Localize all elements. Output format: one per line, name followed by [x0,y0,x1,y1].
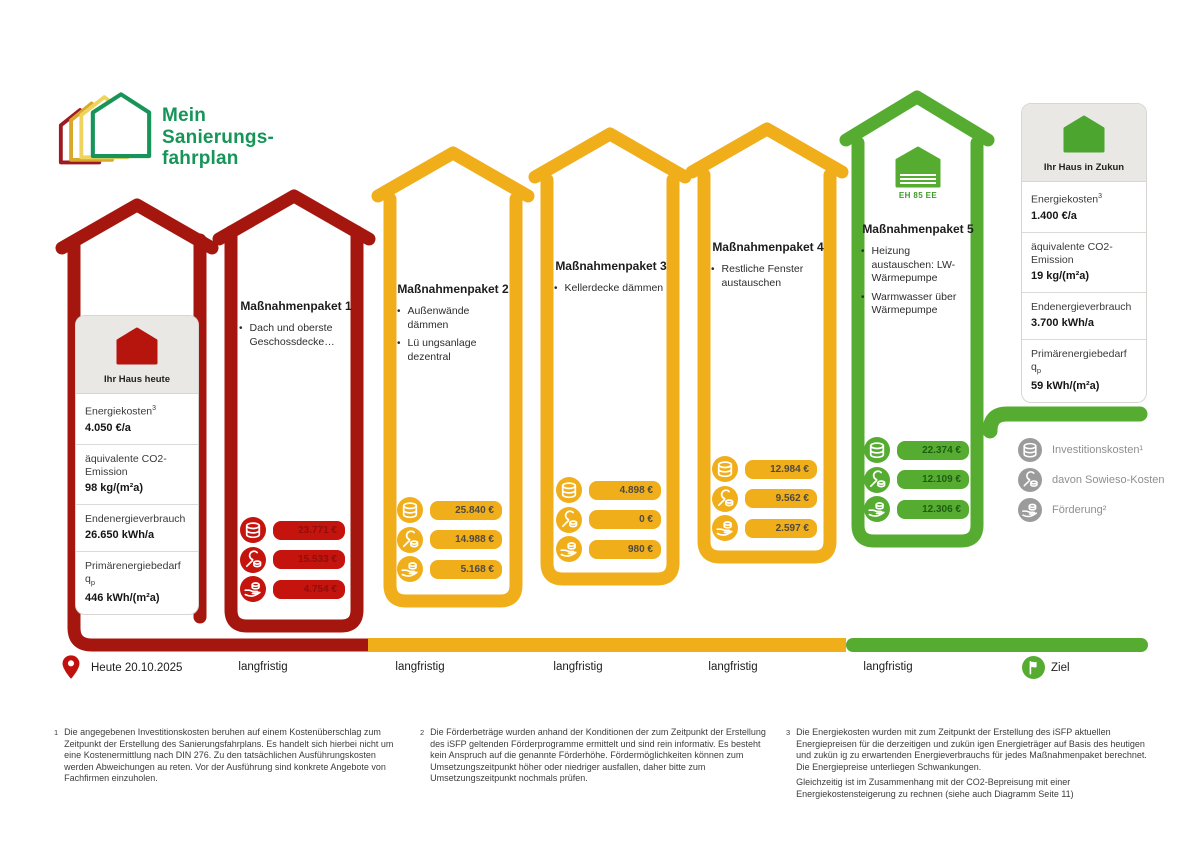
bullet-text: Lü ungsanlage dezentral [407,337,477,363]
cost-amount-pill: 23.771 € [273,521,345,540]
card-stat-label: Endenergieverbrauch [1031,300,1132,313]
goal-flag-icon [1022,656,1045,679]
house-future-label: Ihr Haus in Zukun [1043,162,1125,173]
cost-row [397,497,502,523]
bullet-dot: • [397,306,401,317]
foerderung-icon [712,515,738,541]
package-bullet-item [856,291,980,318]
bullet-dot: • [554,283,558,294]
package-bullets [392,305,514,364]
footnote-text [430,727,772,804]
legend-label: Investitionskosten¹ [1052,444,1144,456]
bullet-text: Kellerdecke dämmen [564,282,664,294]
logo-wordmark [162,92,274,170]
card-stat-value: 446 kWh/(m²a) [85,591,160,604]
cost-amount-pill: 22.374 € [897,441,969,460]
card-stat-value: 4.050 €/a [85,421,131,434]
card-stat-value: 98 kg/(m²a) [85,481,144,494]
bullet-text: Außenwände dämmen [407,305,470,331]
card-stat-row [1022,232,1146,292]
bullet-text: Restliche Fenster austauschen [721,263,804,289]
timeline-today-label: Heute 20.10.2025 [91,661,183,674]
timeline-goal [1022,656,1070,679]
legend-label: davon Sowieso-Kosten [1052,474,1165,486]
card-stat-value: 26.650 kWh/a [85,528,155,541]
coins-icon [864,437,890,463]
cost-row [864,467,969,493]
cost-amount-pill: 12.109 € [897,470,969,489]
coins-icon [240,517,266,543]
package-5-text [856,222,980,323]
bullet-dot: • [239,323,243,334]
house-today-label: Ihr Haus heute [104,374,170,385]
footnote-paragraph: Die Förderbeträge wurden anhand der Konditionen der zum Zeitpunkt der Erstellung des iSFP geltenden Förderprogramme ermittelt und sind rein informativ. Es besteht kein Anspruch auf die genannte Förderhöhe. Fördermöglichkeiten können zum Umsetzungszeitpunkt höher oder niedriger ausfallen, daher bitte zum Umsetzungszeitpunkt nochmals prüfen. [430,727,766,783]
eh-badge-label: EH 85 EE [898,191,938,200]
footnote [420,727,772,804]
sowieso-icon [556,507,582,533]
package-bullets [234,322,358,349]
coins-icon [556,477,582,503]
footnote-text [64,727,406,804]
cost-row [240,517,345,543]
card-stat-value: 3.700 kWh/a [1031,316,1094,329]
house-future-card [1021,103,1147,403]
logo-line: fahrplan [162,148,239,169]
card-stat-row [1022,339,1146,402]
footnote [54,727,406,804]
card-stat-value: 1.400 €/a [1031,209,1077,222]
cost-amount-pill: 15.533 € [273,550,345,569]
cost-amount-pill: 4.898 € [589,481,661,500]
sowieso-icon [712,486,738,512]
package-bullet-item [549,282,673,296]
package-3-costs [556,477,661,566]
cost-amount-pill: 0 € [589,510,661,529]
timeline-step-label: langfristig [238,661,288,673]
cost-amount-pill: 980 € [589,540,661,559]
foerderung-icon [397,556,423,582]
timeline-step-label: langfristig [863,661,913,673]
cost-legend [1018,438,1165,528]
package-2-text [392,282,514,369]
footnotes [54,727,1158,804]
timeline-step-label: langfristig [395,661,445,673]
bullet-text: Dach und oberste Geschossdecke… [249,322,335,348]
card-stat-label: Energiekosten$^3$ [85,405,157,418]
footnote-number: 2 [420,728,425,737]
cost-row [556,536,661,562]
footnote-paragraph: Die Energiekosten wurden mit zum Zeitpunkt der Erstellung des iSFP aktuellen Energiepreisen für die derzeitigen und zukün igen Energieträger auf Basis des heutigen und zukün ig zu erwartenden Energieverbrauchs für jedes Maßnahmenpaket berechnet. Die Energiepreise unterliegen Schwankungen. [796,727,1147,772]
package-title: Maßnahmenpaket 2 [397,282,509,296]
location-pin-icon [60,654,82,681]
timeline [0,654,1200,686]
legend-row [1018,438,1165,462]
cost-amount-pill: 9.562 € [745,489,817,508]
package-title: Maßnahmenpaket 5 [862,222,974,236]
house-today-card-header [76,316,198,394]
footnote-paragraph: Gleichzeitig ist im Zusammenhang mit der CO2-Bepreisung mit einer Energiekostensteigerung zu rechnen (siehe auch Diagramm Seite 11) [796,777,1074,799]
package-3-text [549,259,673,301]
timeline-step-label: langfristig [553,661,603,673]
package-5-costs [864,437,969,526]
coins-icon [1018,438,1042,462]
foerderung-icon [864,496,890,522]
foerderung-icon [556,536,582,562]
package-bullets [549,282,673,296]
house-today-stats [76,394,198,614]
cost-amount-pill: 5.168 € [430,560,502,579]
legend-row [1018,468,1165,492]
cost-row [712,486,817,512]
sowieso-icon [240,547,266,573]
footnote [786,727,1158,804]
card-stat-label: Primärenergiebedarf $q_p$ [85,559,181,587]
logo-houses-icon [57,92,153,165]
cost-amount-pill: 25.840 € [430,501,502,520]
logo [57,92,274,170]
cost-row [240,547,345,573]
card-stat-label: Primärenergiebedarf $q_p$ [1031,347,1127,375]
footnote-paragraph: Die angegebenen Investitionskosten beruhen auf einem Kostenüberschlag zum Zeitpunkt der Erstellung des Sanierungsfahrplans. Es handelt sich hierbei nicht um eine Kostenermittlung nach DIN 276. Zu den tatsächlichen Ausführungskosten werden Abweichungen au reten. Vor der Ausführung sind konkrete Angebote von Fachfirmen einzuholen. [64,727,394,783]
card-stat-label: Endenergieverbrauch [85,512,186,525]
card-stat-row [76,551,198,614]
package-bullet-item [392,305,514,332]
cost-amount-pill: 12.306 € [897,500,969,519]
card-stat-row [76,504,198,551]
cost-row [864,496,969,522]
footnote-number: 3 [786,728,791,737]
package-1-text [234,299,358,354]
cost-amount-pill: 2.597 € [745,519,817,538]
timeline-step-label: langfristig [708,661,758,673]
cost-amount-pill: 4.754 € [273,580,345,599]
bullet-dot: • [711,264,715,275]
cost-row [712,515,817,541]
footnote-text [796,727,1158,804]
bullet-dot: • [861,291,865,303]
cost-amount-pill: 14.988 € [430,530,502,549]
house-future-card-header [1022,104,1146,182]
bullet-dot: • [397,338,401,349]
package-bullet-item [392,337,514,364]
sowieso-icon [864,467,890,493]
card-stat-row [1022,182,1146,232]
package-title: Maßnahmenpaket 1 [240,299,352,313]
timeline-today [60,654,182,681]
logo-line: Sanierungs- [162,126,274,148]
card-stat-row [76,394,198,444]
card-stat-label: äquivalente CO2-Emission [1031,240,1113,266]
package-4-costs [712,456,817,545]
cost-row [556,507,661,533]
cost-amount-pill: 12.984 € [745,460,817,479]
package-bullets [706,263,830,290]
card-stat-row [76,444,198,504]
red-house-icon [116,327,158,365]
bullet-text: Heizung austauschen: LW-Wärmepumpe [871,245,956,284]
package-bullets [856,245,980,318]
cost-row [712,456,817,482]
package-bullet-item [856,245,980,286]
house-today-card [75,315,199,615]
card-stat-label: äquivalente CO2-Emission [85,452,167,478]
card-stat-value: 19 kg/(m²a) [1031,269,1090,282]
sowieso-icon [397,527,423,553]
package-bullet-item [234,322,358,349]
timeline-goal-label: Ziel [1051,661,1070,674]
cost-row [240,576,345,602]
package-bullet-item [706,263,830,290]
cost-row [864,437,969,463]
card-stat-row [1022,292,1146,339]
card-stat-label: Energiekosten$^3$ [1031,193,1103,206]
package-1-costs [240,517,345,606]
house-future-stats [1022,182,1146,402]
green-house-icon [1063,115,1105,153]
cost-row [397,527,502,553]
legend-label: Förderung² [1052,504,1107,516]
logo-line: Mein [162,105,207,126]
legend-row [1018,498,1165,522]
coins-icon [712,456,738,482]
footnote-number: 1 [54,728,59,737]
coins-icon [397,497,423,523]
bullet-dot: • [861,246,865,257]
foerderung-icon [240,576,266,602]
package-2-costs [397,497,502,586]
foerderung-icon [1018,498,1042,522]
eh-badge [889,146,947,200]
bullet-text: Warmwasser über Wärmepumpe [871,290,957,316]
sowieso-icon [1018,468,1042,492]
cost-row [397,556,502,582]
card-stat-value: 59 kWh/(m²a) [1031,379,1100,392]
package-title: Maßnahmenpaket 3 [555,259,667,273]
cost-row [556,477,661,503]
package-title: Maßnahmenpaket 4 [712,240,824,254]
efficiency-house-icon [895,146,941,188]
package-4-text [706,240,830,295]
